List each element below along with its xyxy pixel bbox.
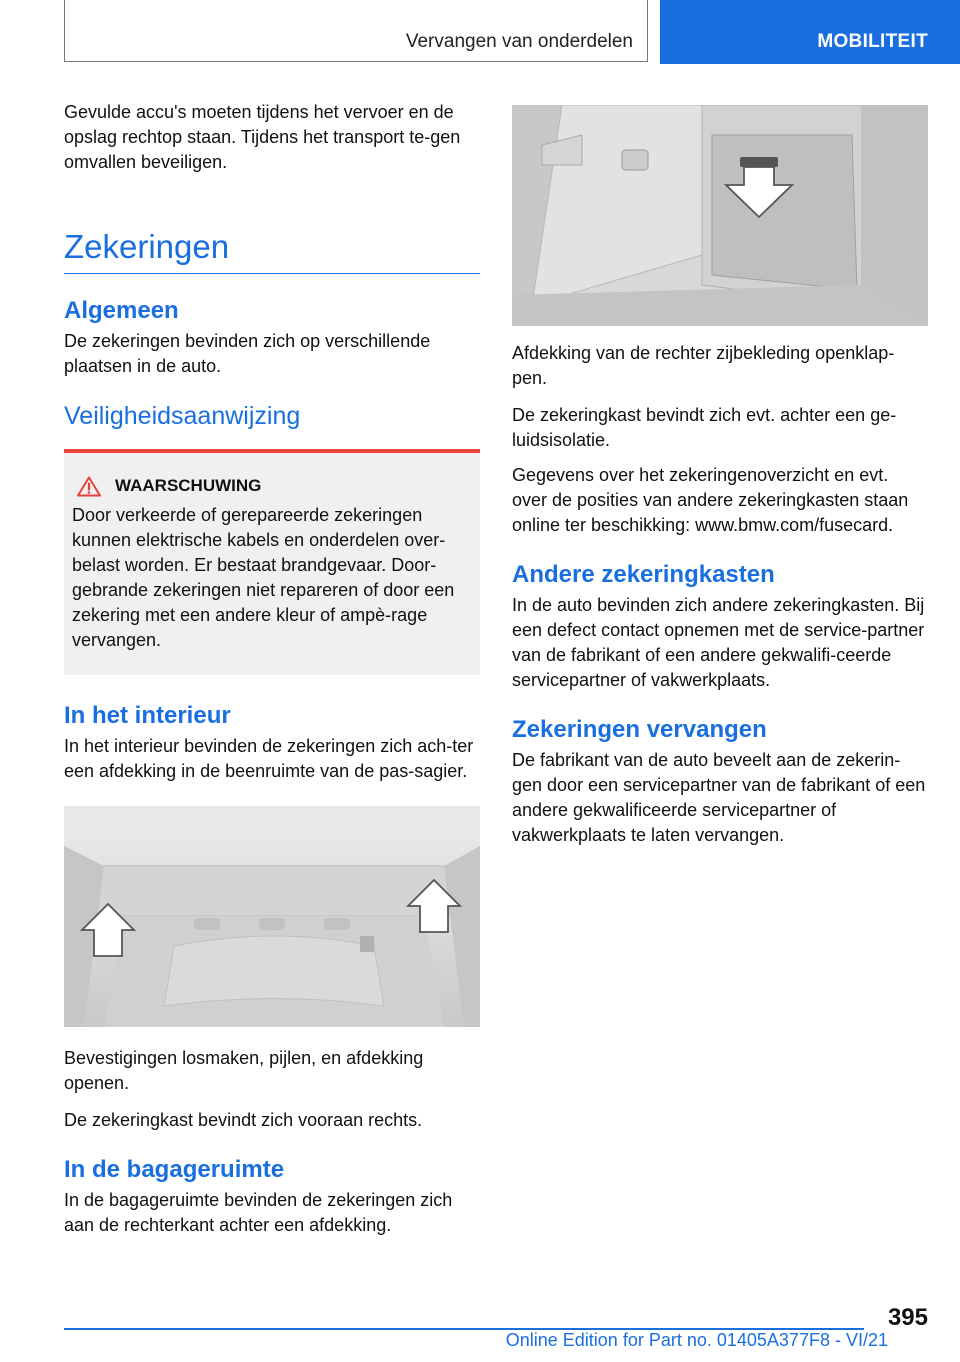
intro-paragraph: Gevulde accu's moeten tijdens het vervoer en de opslag rechtop staan. Tijdens het transport te-gen omvallen beveiligen. (64, 102, 461, 172)
page-header (0, 0, 960, 64)
replace-fuses-paragraph: De fabrikant van de auto beveelt aan de zekerin-gen door een servicepartner van de fabrikant of een andere gekwalificeerde servicepartner of vakwerkplaats te laten vervangen. (512, 750, 926, 845)
other-fuseboxes-paragraph: In de auto bevinden zich andere zekeringkasten. Bij een defect contact opnemen met de service-partner van de fabrikant of een andere gekwalifi-ceerde servicepartner of vakwerkplaats. (512, 595, 925, 690)
heading-general: Algemeen (64, 297, 179, 324)
heading-replace-fuses: Zekeringen vervangen (512, 716, 767, 743)
warning-header (72, 475, 472, 497)
chapter-tab[interactable]: MOBILITEIT (660, 0, 960, 64)
heading-safety: Veiligheidsaanwijzing (64, 402, 301, 430)
general-paragraph: De zekeringen bevinden zich op verschillende plaatsen in de auto. (64, 331, 431, 376)
luggage-paragraph: In de bagageruimte bevinden de zekeringen zich aan de rechterkant achter een afdekking. (64, 1190, 453, 1235)
luggage-compartment-image (512, 105, 928, 331)
luggage-caption: Afdekking van de rechter zijbekleding openklap-pen. (512, 343, 895, 388)
luggage-note: De zekeringkast bevindt zich evt. achter een ge-luidsisolatie. (512, 405, 897, 450)
section-title: Vervangen van onderdelen (64, 0, 648, 62)
interior-caption: Bevestigingen losmaken, pijlen, en afdekking openen. (64, 1048, 424, 1093)
luggage-illustration (512, 105, 928, 326)
interior-location: De zekeringkast bevindt zich vooraan rechts. (64, 1110, 423, 1130)
warning-box (64, 449, 480, 675)
footwell-illustration (64, 806, 480, 1027)
edition-text: Online Edition for Part no. 01405A377F8 - VI/21 (505, 1330, 888, 1350)
left-column (64, 100, 480, 1238)
page-number: 395 (887, 1304, 928, 1331)
warning-triangle-icon (77, 476, 101, 497)
heading-interior: In het interieur (64, 702, 231, 729)
interior-paragraph: In het interieur bevinden de zekeringen zich ach-ter een afdekking in de beenruimte van de pas-sagier. (64, 736, 474, 781)
right-column (512, 105, 928, 848)
interior-footwell-image (64, 806, 480, 1032)
warning-text: Door verkeerde of gerepareerde zekeringen kunnen elektrische kabels en onderdelen over-belast worden. Er bestaat brandgevaar. Door-gebrande zekeringen niet repareren of door een zekering met een andere kleur of ampè-rage vervangen. (72, 505, 455, 650)
section-heading-fuses: Zekeringen (64, 227, 480, 274)
page-footer (64, 1304, 928, 1362)
warning-label: WAARSCHUWING (115, 476, 262, 495)
heading-luggage: In de bagageruimte (64, 1156, 285, 1183)
online-info-paragraph: Gegevens over het zekeringenoverzicht en evt. over de posities van andere zekeringkasten staan online ter beschikking: www.bmw.com/fusecard. (512, 465, 909, 535)
heading-other-fuseboxes: Andere zekeringkasten (512, 561, 775, 588)
